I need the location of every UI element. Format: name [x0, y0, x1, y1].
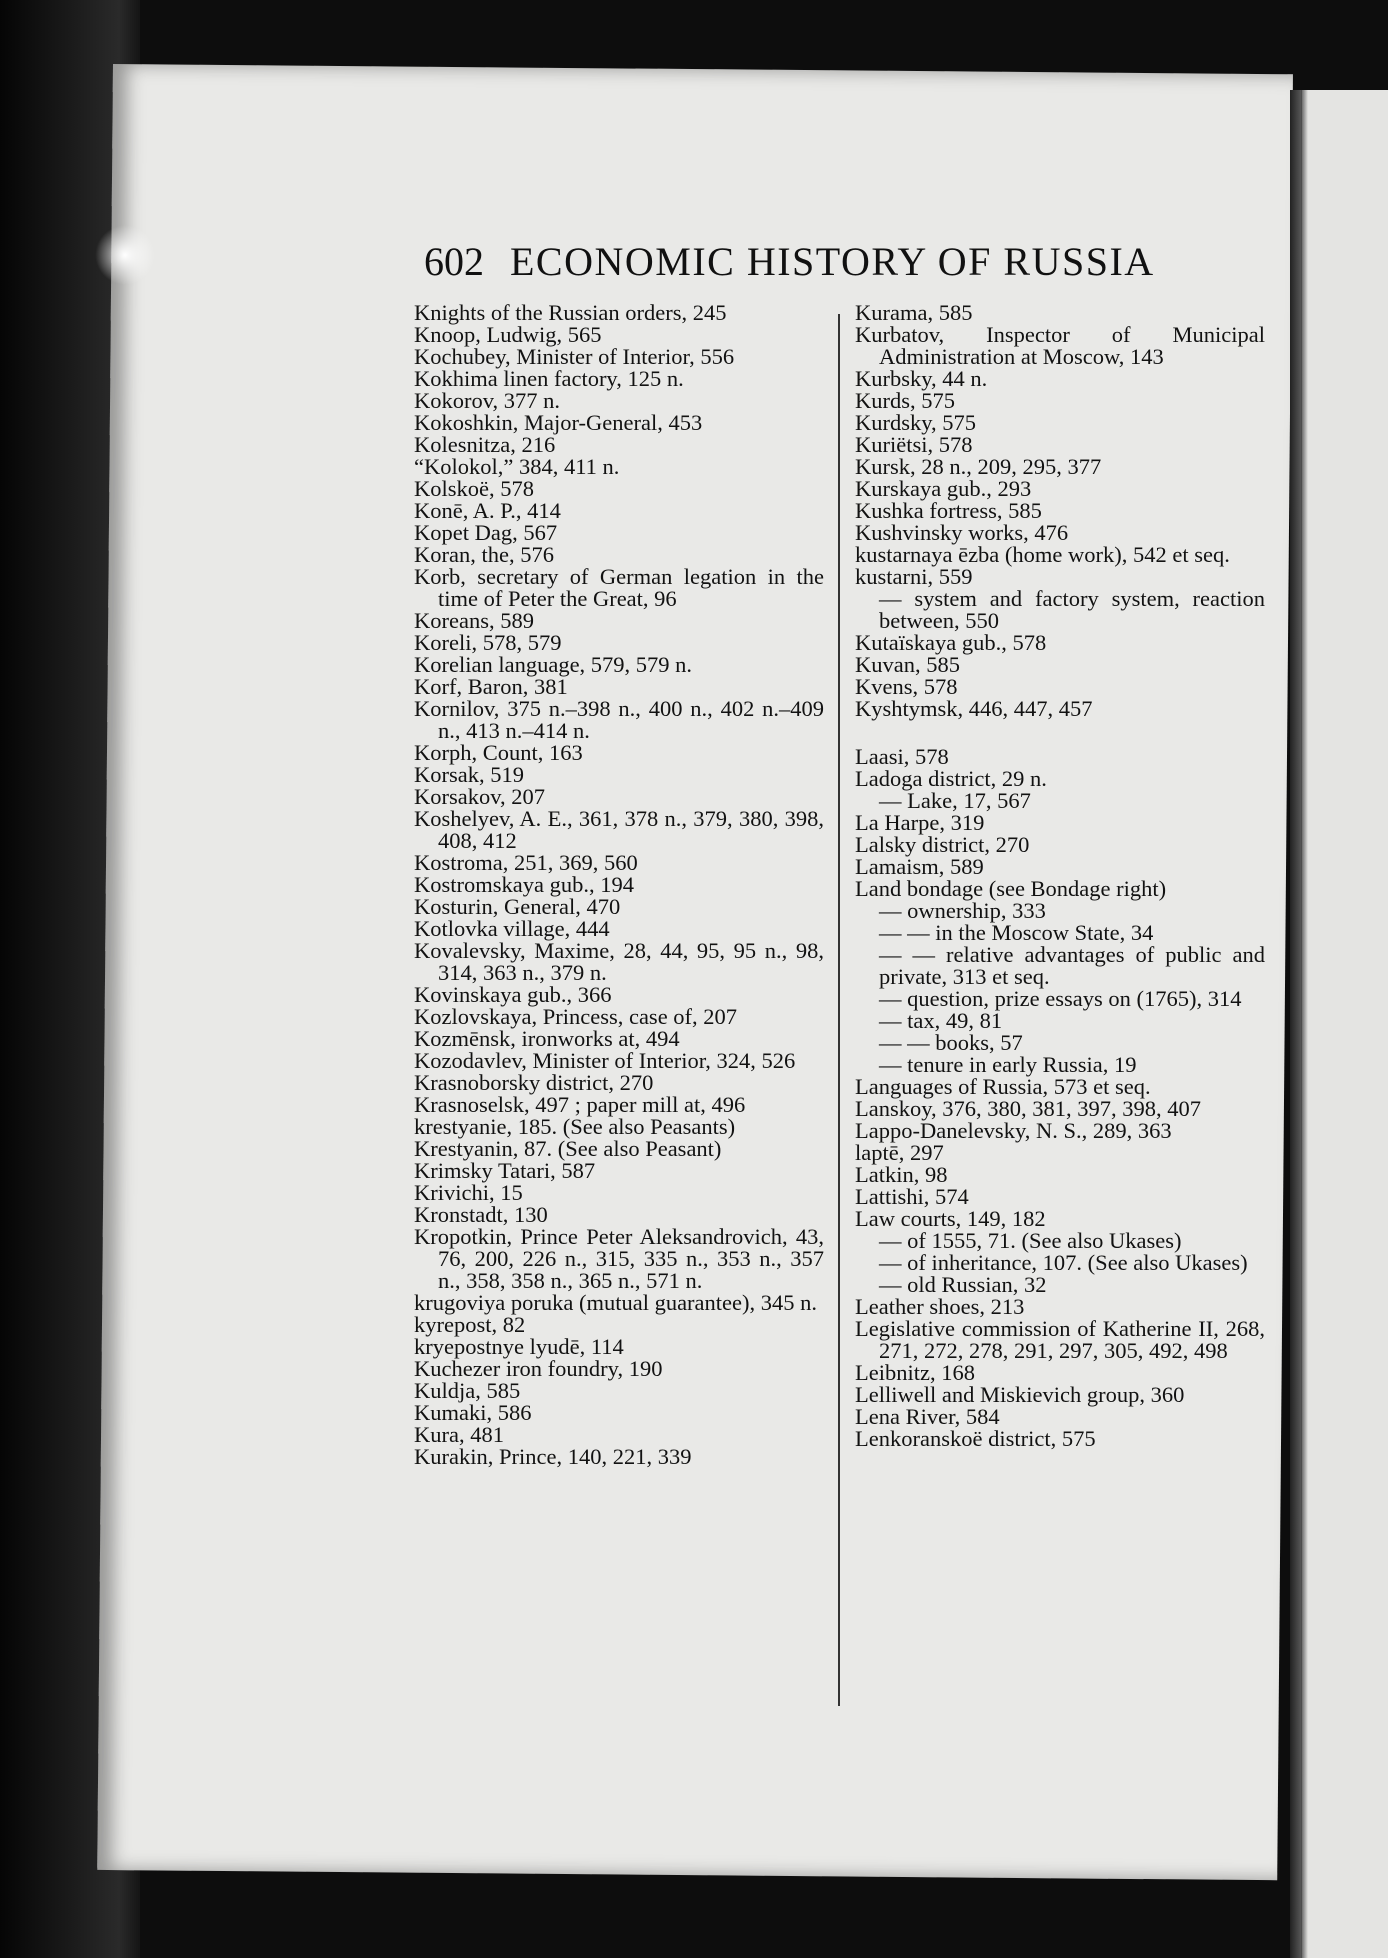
index-entry: Krasnoborsky district, 270 — [414, 1070, 654, 1095]
index-entry: Konē, A. P., 414 — [414, 498, 561, 523]
index-entry: Lelliwell and Miskievich group, 360 — [855, 1382, 1185, 1407]
index-entry: Korelian language, 579, 579 n. — [414, 652, 693, 677]
index-entry: Law courts, 149, 182 — [855, 1206, 1046, 1231]
index-entry: Lena River, 584 — [855, 1404, 1000, 1429]
index-entry: Kozmēnsk, ironworks at, 494 — [414, 1026, 680, 1051]
index-entry: — of 1555, 71. (See also Ukases) — [879, 1228, 1182, 1253]
index-entry: “Kolokol,” 384, 411 n. — [414, 454, 620, 479]
index-entry: Kropotkin, Prince Peter Aleksandrovich, 43, 76, 200, 226 n., 315, 335 n., 353 n., 357 n., 358, 358 n., 365 n., 571 n. — [414, 1224, 824, 1293]
index-entry: Korb, secretary of German legation in the time of Peter the Great, 96 — [414, 564, 824, 611]
index-entry: Kostromskaya gub., 194 — [414, 872, 634, 897]
index-entry: Languages of Russia, 573 et seq. — [855, 1074, 1151, 1099]
index-entry: laptē, 297 — [855, 1140, 944, 1165]
index-entry: Lanskoy, 376, 380, 381, 397, 398, 407 — [855, 1096, 1202, 1121]
index-entry: Kurds, 575 — [855, 388, 955, 413]
index-entry: Kokorov, 377 n. — [414, 388, 561, 413]
index-entry: Korsak, 519 — [414, 762, 524, 787]
index-entry: Kuldja, 585 — [414, 1378, 521, 1403]
page-number: 602 — [424, 239, 484, 284]
index-entry: Krivichi, 15 — [414, 1180, 523, 1205]
page-gutter-shadow — [1290, 90, 1308, 1958]
index-entry: Kumaki, 586 — [414, 1400, 532, 1425]
index-entry: — of inheritance, 107. (See also Ukases) — [879, 1250, 1248, 1275]
index-entry: Kovalevsky, Maxime, 28, 44, 95, 95 n., 98, 314, 363 n., 379 n. — [414, 938, 824, 985]
column-divider — [838, 314, 840, 1706]
index-entry: Kozodavlev, Minister of Interior, 324, 526 — [414, 1048, 796, 1073]
index-entry: Koshelyev, A. E., 361, 378 n., 379, 380, 398, 408, 412 — [414, 806, 824, 853]
index-entry: Knights of the Russian orders, 245 — [414, 300, 727, 325]
index-entry: Koreli, 578, 579 — [414, 630, 562, 655]
index-entry: Kushvinsky works, 476 — [855, 520, 1069, 545]
index-entry: Kornilov, 375 n.–398 n., 400 n., 402 n.–409 n., 413 n.–414 n. — [414, 696, 824, 743]
index-entry: Korf, Baron, 381 — [414, 674, 568, 699]
page-header — [424, 238, 1224, 298]
index-entry: Lalsky district, 270 — [855, 832, 1030, 857]
index-entry: — — books, 57 — [879, 1030, 1023, 1055]
index-entry: Kokhima linen factory, 125 n. — [414, 366, 684, 391]
index-entry: — tenure in early Russia, 19 — [879, 1052, 1137, 1077]
index-entry: Kotlovka village, 444 — [414, 916, 610, 941]
index-entry: — system and factory system, reaction between, 550 — [879, 586, 1265, 633]
index-column-right — [855, 302, 1265, 1450]
index-entry: Kursk, 28 n., 209, 295, 377 — [855, 454, 1102, 479]
index-entry: Kurama, 585 — [855, 300, 973, 325]
index-entry: Leibnitz, 168 — [855, 1360, 975, 1385]
index-entry: Kuriëtsi, 578 — [855, 432, 973, 457]
index-entry: — Lake, 17, 567 — [879, 788, 1031, 813]
index-entry: Lamaism, 589 — [855, 854, 984, 879]
index-entry: — ownership, 333 — [879, 898, 1046, 923]
index-entry: Kurakin, Prince, 140, 221, 339 — [414, 1444, 692, 1469]
index-entry: Korph, Count, 163 — [414, 740, 583, 765]
index-entry: Krasnoselsk, 497 ; paper mill at, 496 — [414, 1092, 746, 1117]
index-entry: La Harpe, 319 — [855, 810, 985, 835]
index-entry: Kozlovskaya, Princess, case of, 207 — [414, 1004, 738, 1029]
index-entry: Kokoshkin, Major-General, 453 — [414, 410, 703, 435]
index-entry: Lappo-Danelevsky, N. S., 289, 363 — [855, 1118, 1172, 1143]
index-entry: Kolesnitza, 216 — [414, 432, 556, 457]
light-glare — [95, 225, 155, 285]
index-entry: kyrepost, 82 — [414, 1312, 526, 1337]
index-entry: Kvens, 578 — [855, 674, 958, 699]
index-entry: Kochubey, Minister of Interior, 556 — [414, 344, 735, 369]
index-entry: Kuvan, 585 — [855, 652, 960, 677]
index-entry: Kuchezer iron foundry, 190 — [414, 1356, 663, 1381]
index-entry: kustarni, 559 — [855, 564, 973, 589]
index-entry: — question, prize essays on (1765), 314 — [879, 986, 1242, 1011]
index-entry: Lenkoranskoë district, 575 — [855, 1426, 1096, 1451]
index-entry: Leather shoes, 213 — [855, 1294, 1025, 1319]
index-entry: Kosturin, General, 470 — [414, 894, 621, 919]
index-entry: Laasi, 578 — [855, 744, 949, 769]
index-entry: Kurdsky, 575 — [855, 410, 977, 435]
index-entry: Knoop, Ludwig, 565 — [414, 322, 602, 347]
index-entry: Kopet Dag, 567 — [414, 520, 558, 545]
index-entry: Kovinskaya gub., 366 — [414, 982, 612, 1007]
index-entry: kryepostnye lyudē, 114 — [414, 1334, 624, 1359]
facing-page-edge — [1302, 90, 1388, 1958]
running-title: ECONOMIC HISTORY OF RUSSIA — [510, 239, 1155, 284]
index-entry: Lattishi, 574 — [855, 1184, 969, 1209]
index-entry: krugoviya poruka (mutual guarantee), 345 n. — [414, 1290, 818, 1315]
index-entry: Kostroma, 251, 369, 560 — [414, 850, 638, 875]
index-entry: — old Russian, 32 — [879, 1272, 1047, 1297]
index-entry: Kolskoë, 578 — [414, 476, 534, 501]
index-entry: Korsakov, 207 — [414, 784, 546, 809]
index-entry: Krestyanin, 87. (See also Peasant) — [414, 1136, 722, 1161]
index-entry: Kutaïskaya gub., 578 — [855, 630, 1047, 655]
index-entry: Kronstadt, 130 — [414, 1202, 548, 1227]
index-entry: Koran, the, 576 — [414, 542, 554, 567]
index-entry: Kurskaya gub., 293 — [855, 476, 1032, 501]
index-entry: Koreans, 589 — [414, 608, 534, 633]
index-entry: Kurbatov, Inspector of Municipal Administration at Moscow, 143 — [855, 322, 1265, 369]
index-column-left — [414, 302, 824, 1468]
index-entry: — tax, 49, 81 — [879, 1008, 1003, 1033]
index-entry: Kura, 481 — [414, 1422, 504, 1447]
index-entry: Krimsky Tatari, 587 — [414, 1158, 596, 1183]
index-entry: — — in the Moscow State, 34 — [879, 920, 1154, 945]
index-entry: Kurbsky, 44 n. — [855, 366, 988, 391]
index-entry: Kushka fortress, 585 — [855, 498, 1042, 523]
index-entry: Legislative commission of Katherine II, 268, 271, 272, 278, 291, 297, 305, 492, 498 — [855, 1316, 1265, 1363]
index-entry: — — relative advantages of public and private, 313 et seq. — [879, 942, 1265, 989]
index-entry: Kyshtymsk, 446, 447, 457 — [855, 696, 1093, 721]
index-entry: Ladoga district, 29 n. — [855, 766, 1047, 791]
index-entry: kustarnaya ēzba (home work), 542 et seq. — [855, 542, 1230, 567]
index-entry: Latkin, 98 — [855, 1162, 948, 1187]
index-entry: Land bondage (see Bondage right) — [855, 876, 1167, 901]
index-entry: krestyanie, 185. (See also Peasants) — [414, 1114, 736, 1139]
